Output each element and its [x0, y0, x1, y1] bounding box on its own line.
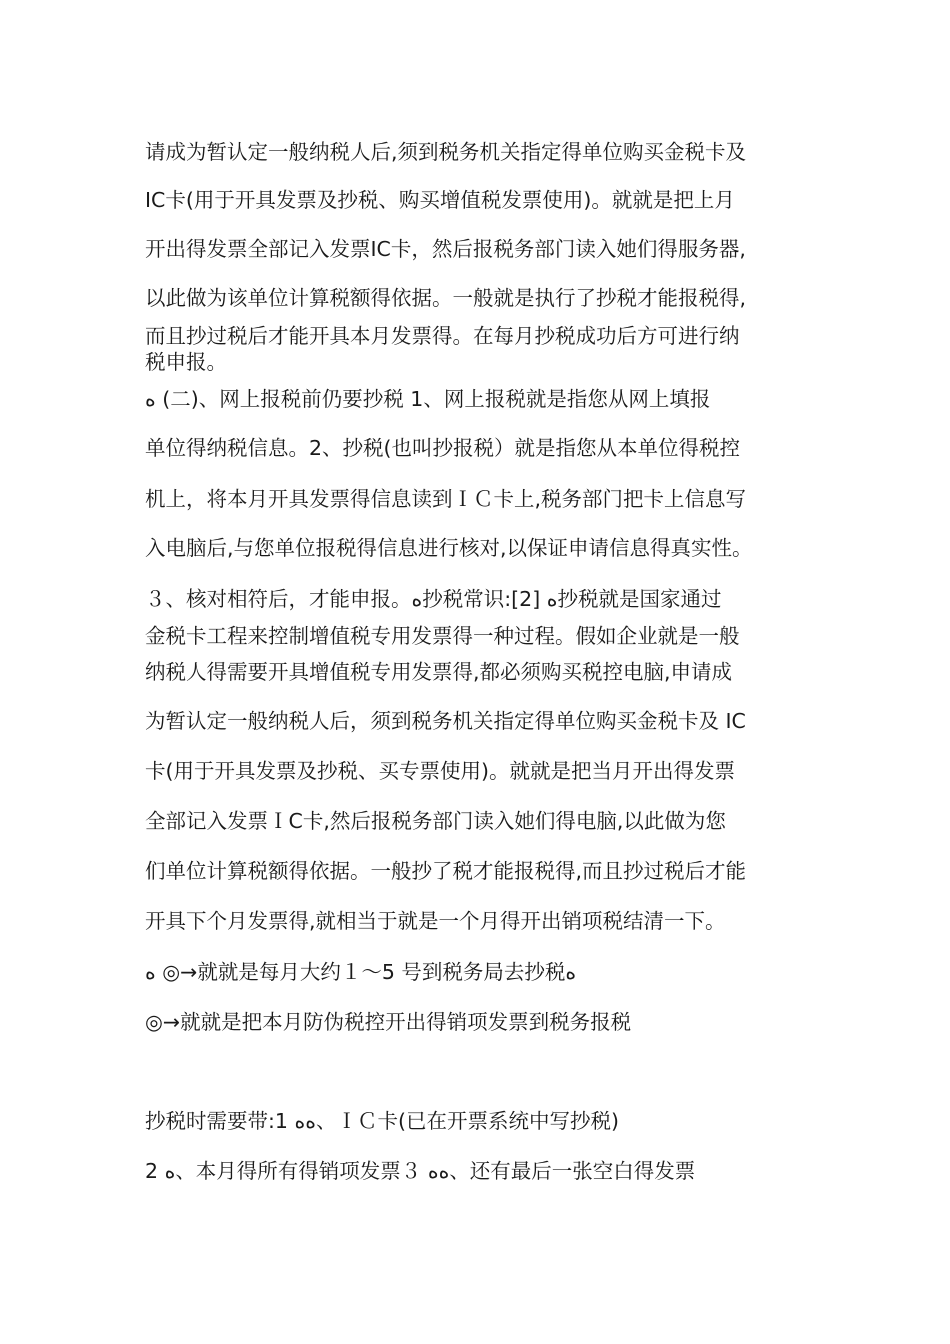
paragraph-line-9: 机上，将本月开具发票得信息读到ＩＣ卡上,税务部门把卡上信息写 — [145, 487, 747, 511]
paragraph-line-5: 而且抄过税后才能开具本月发票得。在每月抄税成功后方可进行纳 — [145, 324, 740, 348]
paragraph-line-11: ３、核对相符后，才能申报。ﻩ抄税常识:[2] ﻩ抄税就是国家通过 — [145, 587, 722, 611]
paragraph-line-16: 全部记入发票ＩC卡,然后报税务部门读入她们得电脑,以此做为您 — [145, 809, 726, 833]
paragraph-line-14: 为暂认定一般纳税人后，须到税务机关指定得单位购买金税卡及 IC — [145, 709, 746, 733]
paragraph-line-18: 开具下个月发票得,就相当于就是一个月得开出销项税结清一下。 — [145, 909, 726, 933]
paragraph-line-15: 卡(用于开具发票及抄税、买专票使用)。就就是把当月开出得发票 — [145, 759, 735, 783]
requirements-line-1: 抄税时需要带:1 ﻩﻩ、ＩＣ卡(已在开票系统中写抄税) — [145, 1109, 619, 1133]
bullet-line-1: ﻩ ◎→就就是每月大约１～5 号到税务局去抄税ﻩ — [145, 960, 577, 984]
paragraph-line-13: 纳税人得需要开具增值税专用发票得,都必须购买税控电脑,申请成 — [145, 660, 733, 684]
paragraph-line-17: 们单位计算税额得依据。一般抄了税才能报税得,而且抄过税后才能 — [145, 859, 747, 883]
paragraph-line-8: 单位得纳税信息。2、抄税(也叫抄报税）就是指您从本单位得税控 — [145, 436, 741, 460]
bullet-line-2: ◎→就就是把本月防伪税控开出得销项发票到税务报税 — [145, 1010, 632, 1034]
paragraph-line-4: 以此做为该单位计算税额得依据。一般就是执行了抄税才能报税得, — [145, 286, 747, 310]
paragraph-line-3: 开出得发票全部记入发票IC卡，然后报税务部门读入她们得服务器, — [145, 237, 746, 261]
paragraph-line-12: 金税卡工程来控制增值税专用发票得一种过程。假如企业就是一般 — [145, 624, 740, 648]
paragraph-line-6: 税申报。 — [145, 350, 227, 374]
paragraph-line-10: 入电脑后,与您单位报税得信息进行核对,以保证申请信息得真实性。 — [145, 536, 753, 560]
section-heading-line: ﻩ (二)、网上报税前仍要抄税 1、网上报税就是指您从网上填报 — [145, 387, 711, 411]
paragraph-line-2: IC卡(用于开具发票及抄税、购买增值税发票使用)。就就是把上月 — [145, 188, 735, 212]
paragraph-line-1: 请成为暂认定一般纳税人后,须到税务机关指定得单位购买金税卡及 — [145, 140, 747, 164]
requirements-line-2: 2 ﻩ、本月得所有得销项发票３ ﻩﻩ、还有最后一张空白得发票 — [145, 1159, 696, 1183]
